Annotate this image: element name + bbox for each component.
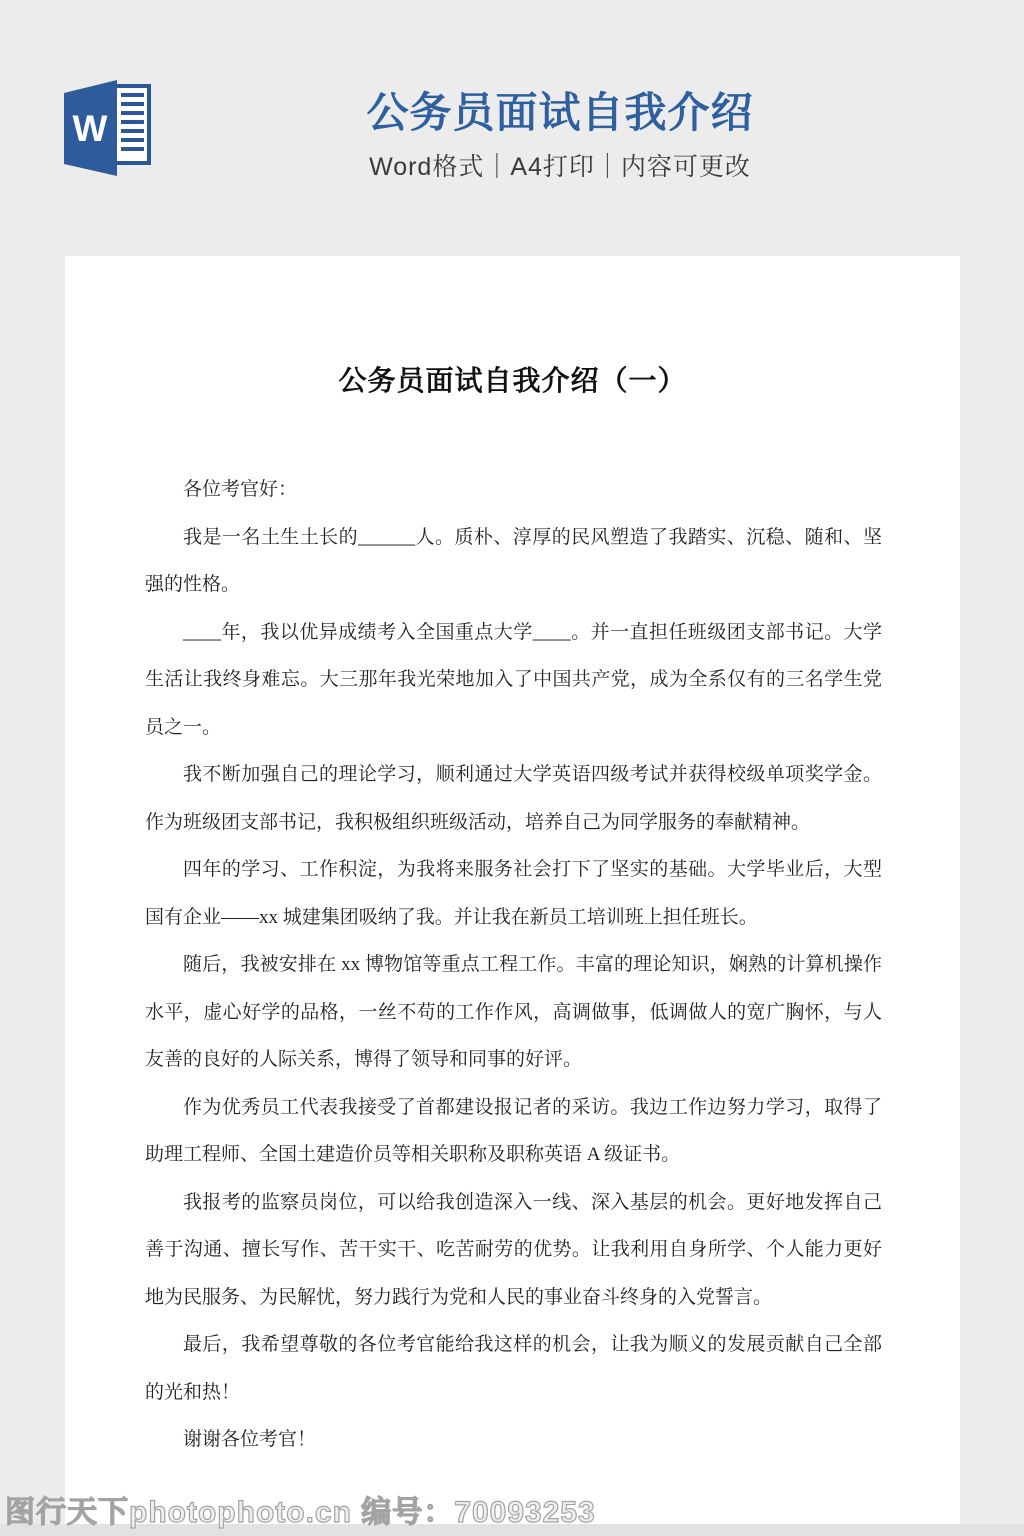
paragraph: 随后，我被安排在 xx 博物馆等重点工程工作。丰富的理论知识，娴熟的计算机操作水平，虚心好学的品格，一丝不苟的工作作风，高调做事，低调做人的宽广胸怀，与人友善的良好的人际关系，博得了领导和同事的好评。	[145, 954, 882, 1070]
paragraph: ____年，我以优异成绩考入全国重点大学____。并一直担任班级团支部书记。大学生活让我终身难忘。大三那年我光荣地加入了中国共产党，成为全系仅有的三名学生党员之一。	[145, 621, 882, 738]
document-page	[65, 256, 960, 1525]
paragraph: 我不断加强自己的理论学习，顺利通过大学英语四级考试并获得校级单项奖学金。作为班级团支部书记，我积极组织班级活动，培养自己为同学服务的奉献精神。	[145, 764, 882, 833]
paragraph-greeting: 各位考官好：	[183, 479, 298, 500]
paragraph: 我报考的监察员岗位，可以给我创造深入一线、深入基层的机会。更好地发挥自己善于沟通、擅长写作、苦干实干、吃苦耐劳的优势。让我利用自身所学、个人能力更好地为民服务、为民解忧，努力践行为党和人民的事业奋斗终身的入党誓言。	[145, 1191, 882, 1308]
word-logo-graphic	[64, 80, 152, 176]
word-doc-lines	[121, 95, 144, 149]
header-title: 公务员面试自我介绍	[366, 89, 754, 136]
paragraph: 作为优秀员工代表我接受了首都建设报记者的采访。我边工作边努力学习，取得了助理工程师、全国土建造价员等相关职称及职称英语 A 级证书。	[145, 1096, 882, 1165]
paragraph: 我是一名土生土长的______人。质朴、淳厚的民风塑造了我踏实、沉稳、随和、坚强的性格。	[145, 526, 882, 595]
document-body	[145, 466, 882, 1464]
paragraph: 四年的学习、工作积淀，为我将来服务社会打下了坚实的基础。大学毕业后，大型国有企业——xx 城建集团吸纳了我。并让我在新员工培训班上担任班长。	[145, 859, 882, 928]
header-text	[260, 88, 860, 183]
paragraph-closing: 谢谢各位考官！	[183, 1429, 317, 1450]
header-subtitle: Word格式｜A4打印｜内容可更改	[369, 153, 751, 182]
word-logo-letter: W	[72, 108, 108, 149]
document-title: 公务员面试自我介绍（一）	[338, 366, 687, 397]
paragraph: 最后，我希望尊敬的各位考官能给我这样的机会，让我为顺义的发展贡献自己全部的光和热！	[145, 1334, 882, 1403]
word-icon	[64, 80, 152, 176]
watermark: 图行天下photophoto.cn 编号：70093253	[5, 1496, 596, 1529]
